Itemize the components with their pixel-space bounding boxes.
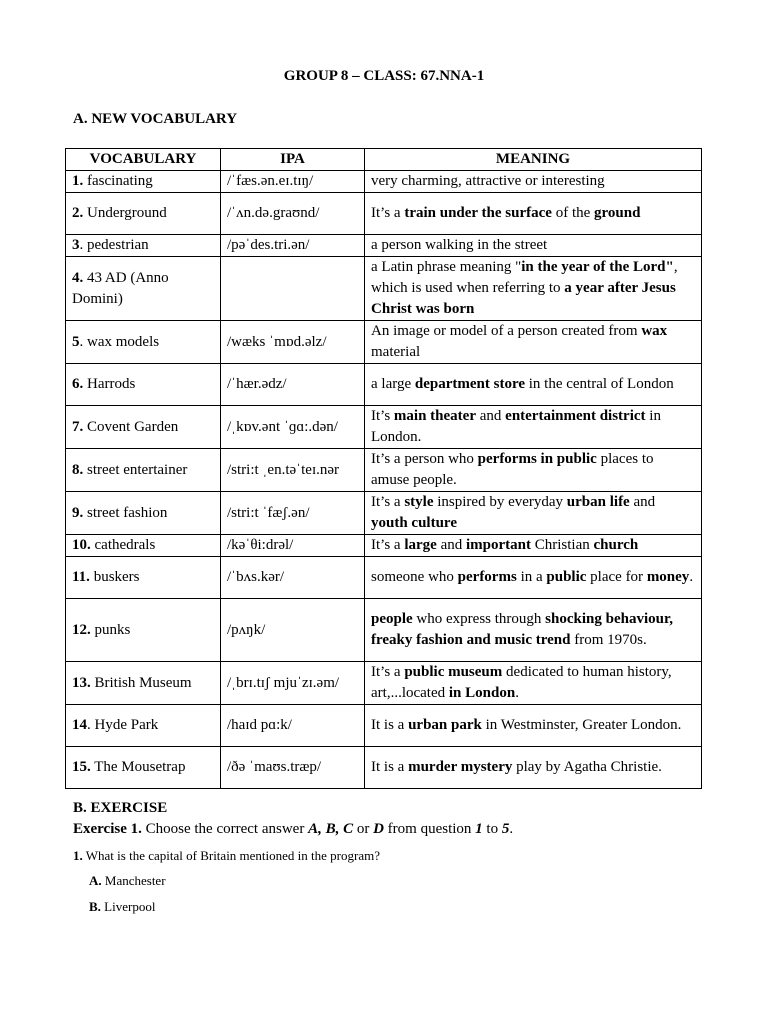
item-number: 13. bbox=[72, 674, 91, 691]
meaning-cell bbox=[365, 364, 702, 406]
item-number: 12. bbox=[72, 621, 91, 638]
item-number: 3 bbox=[72, 237, 80, 253]
exercise-text: D bbox=[373, 821, 384, 837]
meaning-text: of the bbox=[551, 205, 595, 221]
vocabulary-word: . Hyde Park bbox=[87, 717, 159, 733]
meaning-text: wax bbox=[641, 323, 668, 339]
meaning-text: It’s a bbox=[371, 494, 405, 510]
vocabulary-cell bbox=[66, 449, 221, 492]
vocabulary-cell bbox=[66, 364, 221, 406]
meaning-text: murder mystery bbox=[408, 759, 513, 775]
table-row bbox=[66, 599, 702, 662]
ipa-cell: /haɪd pɑ:k/ bbox=[221, 705, 365, 747]
meaning-text: inspired by everyday bbox=[433, 494, 567, 510]
exercise-text: 1 bbox=[475, 821, 483, 837]
vocabulary-cell bbox=[66, 599, 221, 662]
table-row bbox=[66, 364, 702, 406]
exercise-text: or bbox=[353, 821, 374, 837]
vocabulary-word: punks bbox=[90, 621, 131, 638]
meaning-cell bbox=[365, 257, 702, 321]
meaning-text: place for bbox=[586, 569, 647, 585]
option-b bbox=[89, 899, 155, 915]
meaning-text: dedicated to human history, art,...located bbox=[371, 664, 672, 701]
header-ipa: IPA bbox=[221, 149, 365, 171]
item-number: 11. bbox=[72, 569, 90, 585]
meaning-text: youth culture bbox=[371, 515, 457, 531]
vocabulary-word: Harrods bbox=[83, 376, 136, 392]
header-meaning: MEANING bbox=[365, 149, 702, 171]
meaning-text: large bbox=[404, 537, 437, 553]
item-number: 6. bbox=[72, 376, 84, 392]
meaning-text: a year after Jesus Christ was born bbox=[371, 280, 676, 317]
meaning-text: performs in public bbox=[477, 451, 597, 467]
meaning-text: and bbox=[436, 537, 466, 553]
table-row bbox=[66, 171, 702, 193]
option-text: Manchester bbox=[101, 873, 166, 888]
vocabulary-cell bbox=[66, 535, 221, 557]
ipa-cell: /kəˈθi:drəl/ bbox=[221, 535, 365, 557]
option-letter: B. bbox=[89, 899, 101, 914]
table-row bbox=[66, 535, 702, 557]
question-1 bbox=[73, 848, 380, 864]
meaning-text: ground bbox=[594, 205, 641, 221]
meaning-text: It’s bbox=[371, 408, 394, 424]
table-row bbox=[66, 257, 702, 321]
vocabulary-word: British Museum bbox=[90, 674, 192, 691]
exercise-text: Exercise 1. bbox=[73, 821, 142, 837]
meaning-text: urban life bbox=[566, 494, 630, 510]
meaning-text: and bbox=[629, 494, 656, 510]
meaning-text: style bbox=[404, 494, 434, 510]
item-number: 9. bbox=[72, 504, 84, 521]
item-number: 4. bbox=[72, 269, 84, 286]
meaning-text: public bbox=[546, 569, 587, 585]
meaning-text: in the central of London bbox=[525, 376, 674, 392]
option-letter: A. bbox=[89, 873, 102, 888]
meaning-text: in the year of the Lord" bbox=[521, 259, 674, 275]
table-row bbox=[66, 557, 702, 599]
vocabulary-word: . wax models bbox=[79, 333, 160, 350]
vocabulary-word: 43 AD (Anno Domini) bbox=[72, 269, 169, 307]
meaning-text: money bbox=[646, 569, 690, 585]
ipa-cell: /ˈfæs.ən.eɪ.tɪŋ/ bbox=[221, 171, 365, 193]
ipa-cell bbox=[221, 257, 365, 321]
meaning-text: in London bbox=[448, 685, 516, 701]
table-row bbox=[66, 662, 702, 705]
vocabulary-word: Covent Garden bbox=[83, 418, 179, 435]
question-number: 1. bbox=[73, 848, 83, 863]
ipa-cell: /wæks ˈmɒd.əlz/ bbox=[221, 321, 365, 364]
meaning-cell bbox=[365, 492, 702, 535]
ipa-cell: /pʌŋk/ bbox=[221, 599, 365, 662]
vocabulary-table bbox=[65, 148, 702, 789]
table-row bbox=[66, 492, 702, 535]
table-row bbox=[66, 449, 702, 492]
section-b-heading: B. EXERCISE bbox=[73, 800, 168, 816]
vocabulary-word: Underground bbox=[83, 205, 167, 221]
meaning-text: urban park bbox=[408, 717, 482, 733]
header-vocabulary: VOCABULARY bbox=[66, 149, 221, 171]
meaning-text: entertainment district bbox=[505, 408, 646, 424]
vocabulary-word: fascinating bbox=[83, 173, 153, 189]
item-number: 10. bbox=[72, 537, 91, 553]
meaning-text: train under the surface bbox=[404, 205, 552, 221]
exercise-text: 5 bbox=[501, 821, 510, 837]
table-header-row bbox=[66, 149, 702, 171]
ipa-cell: /stri:t ˌen.təˈteɪ.nər bbox=[221, 449, 365, 492]
section-a-heading: A. NEW VOCABULARY bbox=[73, 111, 238, 127]
option-a bbox=[89, 873, 166, 889]
meaning-text: in Westminster, Greater London. bbox=[481, 717, 682, 733]
meaning-cell bbox=[365, 171, 702, 193]
ipa-cell: /ˌkɒv.ənt ˈɡɑ:.dən/ bbox=[221, 406, 365, 449]
vocabulary-cell bbox=[66, 406, 221, 449]
meaning-cell bbox=[365, 599, 702, 662]
meaning-text: people bbox=[371, 611, 413, 627]
meaning-text: It is a bbox=[371, 717, 409, 733]
vocabulary-cell bbox=[66, 171, 221, 193]
meaning-text: in London. bbox=[371, 408, 661, 445]
meaning-text: from 1970s. bbox=[570, 632, 647, 648]
vocabulary-cell bbox=[66, 235, 221, 257]
item-number: 5 bbox=[72, 333, 80, 350]
meaning-text: main theater bbox=[393, 408, 476, 424]
meaning-text: church bbox=[593, 537, 639, 553]
meaning-text: a person walking in the street bbox=[371, 237, 548, 253]
ipa-cell: /ˈhær.ədz/ bbox=[221, 364, 365, 406]
vocabulary-cell bbox=[66, 193, 221, 235]
ipa-cell: /ðə ˈmaʊs.træp/ bbox=[221, 747, 365, 789]
document-title: GROUP 8 – CLASS: 67.NNA-1 bbox=[283, 68, 485, 84]
vocabulary-cell bbox=[66, 662, 221, 705]
vocabulary-table-body bbox=[66, 171, 702, 789]
ipa-cell: /pəˈdes.tri.ən/ bbox=[221, 235, 365, 257]
exercise-text: Choose the correct answer bbox=[141, 821, 309, 837]
ipa-cell: /ˌbrɪ.tɪʃ mjuˈzɪ.əm/ bbox=[221, 662, 365, 705]
table-row bbox=[66, 747, 702, 789]
meaning-text: . bbox=[689, 569, 694, 585]
meaning-text: very charming, attractive or interesting bbox=[371, 173, 605, 189]
table-row bbox=[66, 321, 702, 364]
meaning-text: It’s a bbox=[371, 537, 405, 553]
meaning-text: and bbox=[475, 408, 506, 424]
meaning-cell bbox=[365, 662, 702, 705]
vocabulary-cell bbox=[66, 557, 221, 599]
table-row bbox=[66, 705, 702, 747]
meaning-text: An image or model of a person created from bbox=[371, 323, 642, 339]
meaning-cell bbox=[365, 406, 702, 449]
vocabulary-cell bbox=[66, 321, 221, 364]
vocabulary-word: street fashion bbox=[83, 504, 168, 521]
meaning-cell bbox=[365, 321, 702, 364]
meaning-text: It’s a person who bbox=[371, 451, 478, 467]
exercise-text: A, B, C bbox=[308, 821, 354, 837]
vocabulary-word: cathedrals bbox=[90, 537, 156, 553]
meaning-text: It’s a bbox=[371, 664, 405, 680]
meaning-text: public museum bbox=[404, 664, 503, 680]
table-row bbox=[66, 235, 702, 257]
meaning-text: shocking behaviour, freaky fashion and music trend bbox=[371, 611, 673, 648]
meaning-text: a Latin phrase meaning " bbox=[371, 259, 522, 275]
item-number: 1. bbox=[72, 173, 84, 189]
item-number: 2. bbox=[72, 205, 84, 221]
meaning-text: important bbox=[465, 537, 531, 553]
meaning-text: in a bbox=[516, 569, 547, 585]
ipa-cell: /ˈʌn.də.graʊnd/ bbox=[221, 193, 365, 235]
item-number: 15. bbox=[72, 759, 91, 775]
vocabulary-word: buskers bbox=[89, 569, 140, 585]
meaning-cell bbox=[365, 193, 702, 235]
meaning-text: department store bbox=[414, 376, 525, 392]
vocabulary-word: The Mousetrap bbox=[90, 759, 186, 775]
meaning-cell bbox=[365, 535, 702, 557]
ipa-cell: /stri:t ˈfæʃ.ən/ bbox=[221, 492, 365, 535]
meaning-text: someone who bbox=[371, 569, 458, 585]
table-row bbox=[66, 406, 702, 449]
meaning-cell bbox=[365, 449, 702, 492]
meaning-cell bbox=[365, 557, 702, 599]
item-number: 14 bbox=[72, 717, 87, 733]
meaning-text: It’s a bbox=[371, 205, 405, 221]
vocabulary-word: . pedestrian bbox=[79, 237, 149, 253]
question-text: What is the capital of Britain mentioned in the program? bbox=[82, 848, 380, 863]
table-row bbox=[66, 193, 702, 235]
exercise-text: to bbox=[482, 821, 502, 837]
meaning-text: performs bbox=[457, 569, 517, 585]
item-number: 8. bbox=[72, 461, 84, 478]
meaning-text: . bbox=[515, 685, 519, 701]
ipa-cell: /ˈbʌs.kər/ bbox=[221, 557, 365, 599]
vocabulary-cell bbox=[66, 747, 221, 789]
option-text: Liverpool bbox=[100, 899, 156, 914]
exercise-text: . bbox=[509, 821, 514, 837]
meaning-text: It is a bbox=[371, 759, 409, 775]
meaning-text: , which is used when referring to bbox=[371, 259, 678, 296]
vocabulary-cell bbox=[66, 705, 221, 747]
meaning-text: material bbox=[371, 344, 421, 360]
meaning-text: a large bbox=[371, 376, 415, 392]
vocabulary-cell bbox=[66, 257, 221, 321]
meaning-text: play by Agatha Christie. bbox=[512, 759, 662, 775]
vocabulary-cell bbox=[66, 492, 221, 535]
exercise-instruction bbox=[73, 821, 513, 838]
exercise-text: from question bbox=[383, 821, 476, 837]
meaning-cell bbox=[365, 235, 702, 257]
item-number: 7. bbox=[72, 418, 84, 435]
meaning-cell bbox=[365, 747, 702, 789]
vocabulary-word: street entertainer bbox=[83, 461, 188, 478]
meaning-text: places to amuse people. bbox=[371, 451, 654, 488]
meaning-text: Christian bbox=[530, 537, 594, 553]
meaning-text: who express through bbox=[412, 611, 546, 627]
meaning-cell bbox=[365, 705, 702, 747]
